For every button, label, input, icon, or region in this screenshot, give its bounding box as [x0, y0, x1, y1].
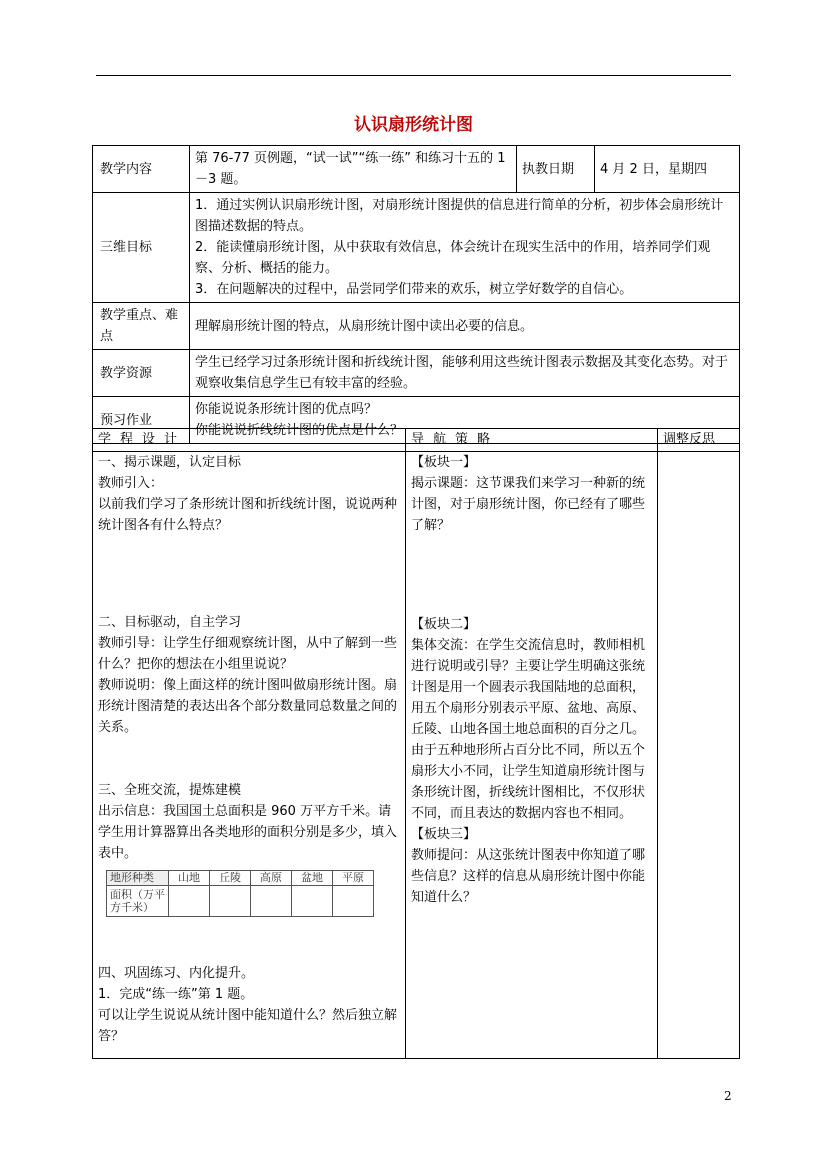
paragraph: 教师引入：: [98, 476, 164, 491]
strategy-column: [406, 452, 658, 1059]
paragraph: 揭示课题：这节课我们来学习一种新的统计图，对于扇形统计图，你已经有了哪些了解？: [411, 476, 646, 533]
column-header-strategy: 导航策略: [406, 429, 658, 452]
design-column: [93, 452, 406, 1059]
terrain-area-table: [106, 870, 374, 917]
section-title: 二、目标驱动，自主学习: [98, 615, 242, 630]
paragraph: 可以让学生说说从统计图中能知道什么？然后独立解答？: [98, 1008, 398, 1044]
preview-label: 预习作业: [93, 397, 190, 444]
terrain-col: 高原: [251, 871, 292, 886]
block-title: 【板块二】: [411, 617, 477, 632]
paragraph: 出示信息：我国国土总面积是 960 万平方千米。请学生用计算器算出各类地形的面积分别是多少，填入表中。: [98, 804, 398, 861]
goal-item: 2．能读懂扇形统计图，从中获取有效信息，体会统计在现实生活中的作用，培养同学们观察、分析、概括的能力。: [195, 240, 711, 276]
goals-cell: [190, 193, 740, 303]
page-title: 认识扇形统计图: [354, 115, 473, 135]
resources-value: 学生已经学习过条形统计图和折线统计图，能够利用这些统计图表示数据及其变化态势。对于观察收集信息学生已有较丰富的经验。: [190, 350, 740, 397]
paragraph: 教师引导：让学生仔细观察统计图，从中了解到一些什么？把你的想法在小组里说说？: [98, 636, 398, 672]
paragraph: 集体交流：在学生交流信息时，教师相机进行说明或引导？主要让学生明确这张统计图是用一个圆表示我国陆地的总面积，用五个扇形分别表示平原、盆地、高原、丘陵、山地各国土地总面积的百分之几。由于五种地形所占百分比不同，所以五个扇形大小不同，让学生知道扇形统计图与条形统计图，折线统计图相比，不仅形状不同，而且表达的数据内容也不相同。: [411, 638, 646, 821]
terrain-col: 山地: [169, 871, 210, 886]
paragraph: 以前我们学习了条形统计图和折线统计图，说说两种统计图各有什么特点？: [98, 497, 398, 533]
paragraph: 教师说明：像上面这样的统计图叫做扇形统计图。扇形统计图清楚的表达出各个部分数量同总数量之间的关系。: [98, 678, 398, 735]
goal-item: 1．通过实例认识扇形统计图，对扇形统计图提供的信息进行简单的分析，初步体会扇形统计图描述数据的特点。: [195, 198, 724, 234]
page-number: 2: [724, 1089, 732, 1103]
column-header-design: 学程设计: [93, 429, 406, 452]
paragraph: 1．完成“练一练”第 1 题。: [98, 987, 254, 1002]
key-points-label: 教学重点、难点: [93, 303, 190, 350]
goal-item: 3．在问题解决的过程中，品尝同学们带来的欢乐，树立学好数学的自信心。: [195, 282, 633, 297]
area-row-label: 面积（万平方千米）: [107, 886, 169, 917]
lesson-info-table: [92, 145, 740, 444]
column-header-reflection: 调整反思: [658, 429, 740, 452]
terrain-header: 地形种类: [107, 871, 169, 886]
area-cell: [292, 886, 333, 917]
section-title: 一、揭示课题，认定目标: [98, 455, 242, 470]
area-cell: [169, 886, 210, 917]
lesson-plan-table: [92, 428, 740, 1059]
content-value: 第 76-77 页例题，“试一试”“练一练” 和练习十五的 1－3 题。: [190, 146, 517, 193]
date-value: 4 月 2 日，星期四: [595, 146, 740, 193]
terrain-col: 盆地: [292, 871, 333, 886]
terrain-col: 丘陵: [210, 871, 251, 886]
block-title: 【板块一】: [411, 455, 477, 470]
block-title: 【板块三】: [411, 827, 477, 842]
terrain-col: 平原: [333, 871, 374, 886]
content-label: 教学内容: [93, 146, 190, 193]
reflection-column: [658, 452, 740, 1059]
header-rule: [96, 75, 731, 76]
goals-label: 三维目标: [93, 193, 190, 303]
area-cell: [251, 886, 292, 917]
key-points-value: 理解扇形统计图的特点，从扇形统计图中读出必要的信息。: [190, 303, 740, 350]
section-title: 四、巩固练习、内化提升。: [98, 966, 255, 981]
preview-line: 你能说说条形统计图的优点吗？: [195, 402, 378, 417]
paragraph: 教师提问：从这张统计图表中你知道了哪些信息？这样的信息从扇形统计图中你能知道什么？: [411, 848, 646, 905]
section-title: 三、全班交流，提炼建模: [98, 783, 242, 798]
area-cell: [210, 886, 251, 917]
date-label: 执教日期: [517, 146, 595, 193]
preview-line: 你能说说折线统计图的优点是什么？: [195, 423, 404, 438]
resources-label: 教学资源: [93, 350, 190, 397]
area-cell: [333, 886, 374, 917]
